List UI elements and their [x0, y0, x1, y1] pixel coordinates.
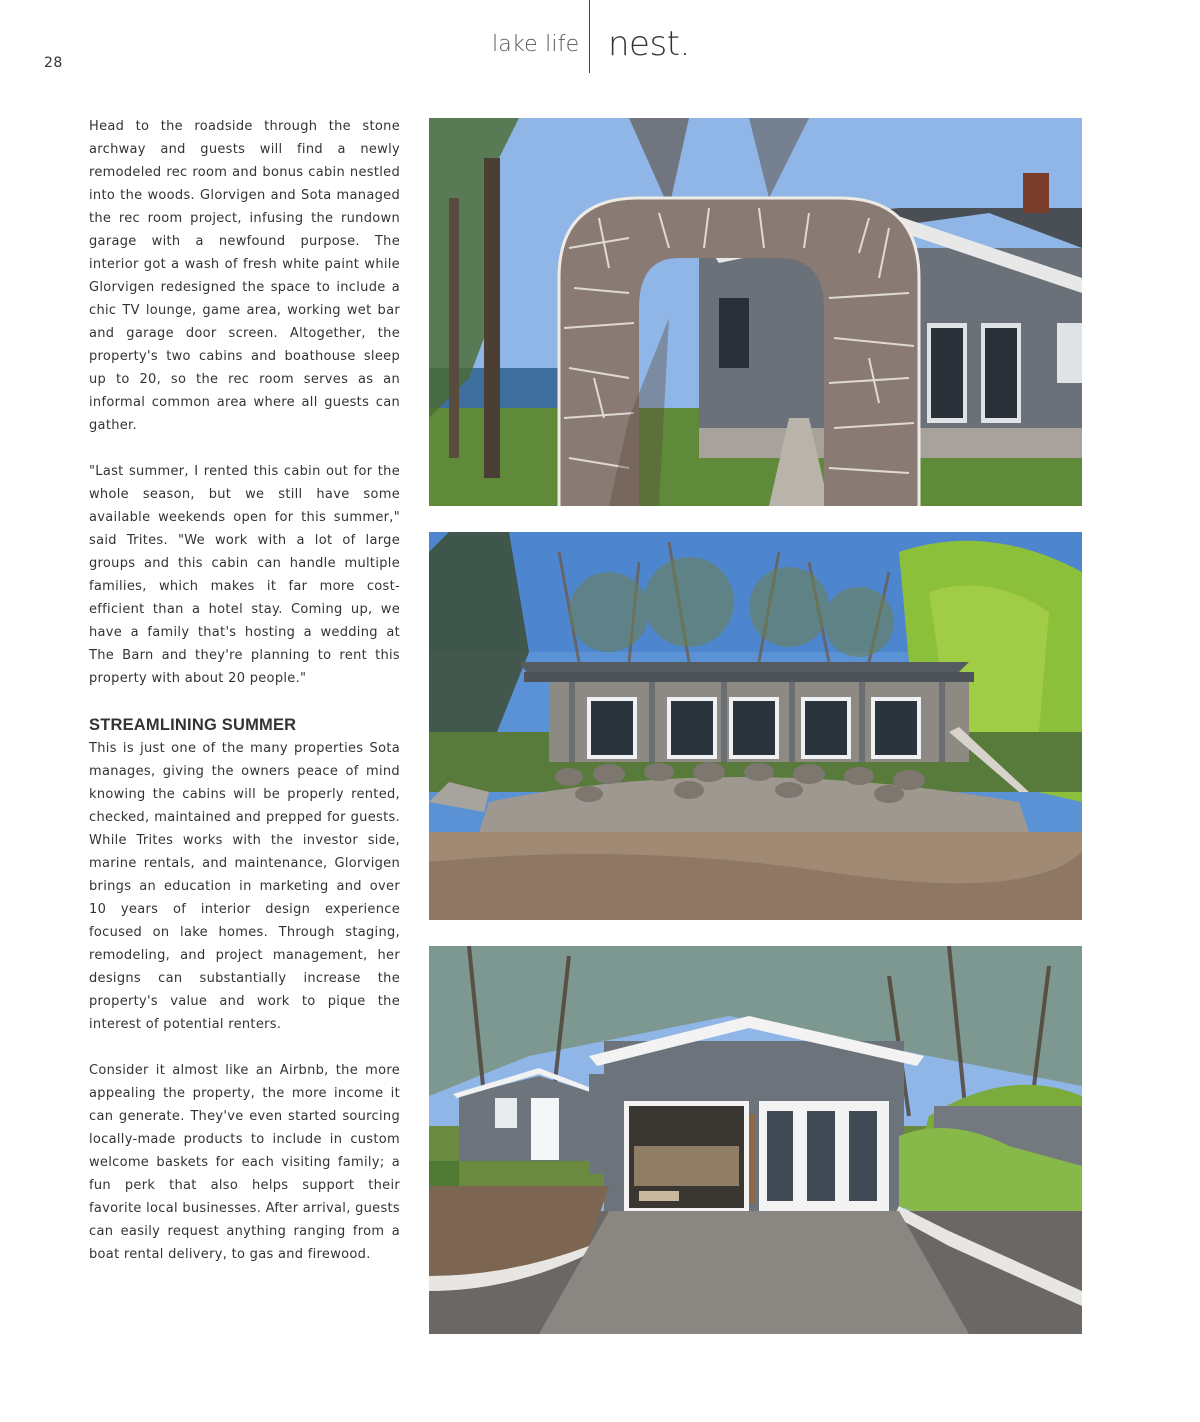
- article-paragraph: Head to the roadside through the stone archway and guests will find a newly remodeled rec room and bonus cabin nestled into the woods. Glorvigen and Sota managed the rec room project, infusing the rundown garage with a newfound purpose. The interior got a wash of fresh white paint while Glorvigen redesigned the space to include a chic TV lounge, game area, working wet bar and garage door screen. Altogether, the property's two cabins and boathouse sleep up to 20, so the rec room serves as an informal common area where all guests can gather.: [89, 119, 400, 433]
- magazine-logo: nest.: [608, 24, 690, 64]
- article-paragraph: "Last summer, I rented this cabin out for the whole season, but we still have some available weekends open for this summer," said Trites. "We work with a lot of large groups and this cabin can handle multiple families, which makes it far more cost-efficient than a hotel stay. Coming up, we have a family that's hosting a wedding at The Barn and they're planning to rent this property with about 20 people.": [89, 464, 400, 686]
- rec-room-garage-illustration: [429, 946, 1082, 1334]
- article-paragraph: Consider it almost like an Airbnb, the more appealing the property, the more income it can generate. They've even started sourcing locally-made products to include in custom welcome baskets for each visiting family; a fun perk that also helps support their favorite local businesses. After arrival, guests can easily request anything ranging from a boat rental delivery, to gas and firewood.: [89, 1063, 400, 1262]
- masthead-divider: [589, 0, 590, 73]
- section-label: lake life: [492, 32, 580, 57]
- stone-archway-illustration: [429, 118, 1082, 506]
- page-number: 28: [44, 55, 63, 71]
- article-text-column: [89, 115, 400, 1289]
- section-heading: STREAMLINING SUMMER: [89, 716, 297, 734]
- article-paragraph: This is just one of the many properties Sota manages, giving the owners peace of mind knowing the cabins will be properly rented, checked, maintained and prepped for guests. While Trites works with the investor side, marine rentals, and maintenance, Glorvigen brings an education in marketing and over 10 years of interior design experience focused on lake homes. Through staging, remodeling, and project management, her designs can substantially increase the property's value and work to pique the interest of potential renters.: [89, 741, 400, 1032]
- ranch-cabin-illustration: [429, 532, 1082, 920]
- photo-rec-room-garage: [429, 946, 1082, 1334]
- photo-ranch-cabin: [429, 532, 1082, 920]
- photo-stone-archway: [429, 118, 1082, 506]
